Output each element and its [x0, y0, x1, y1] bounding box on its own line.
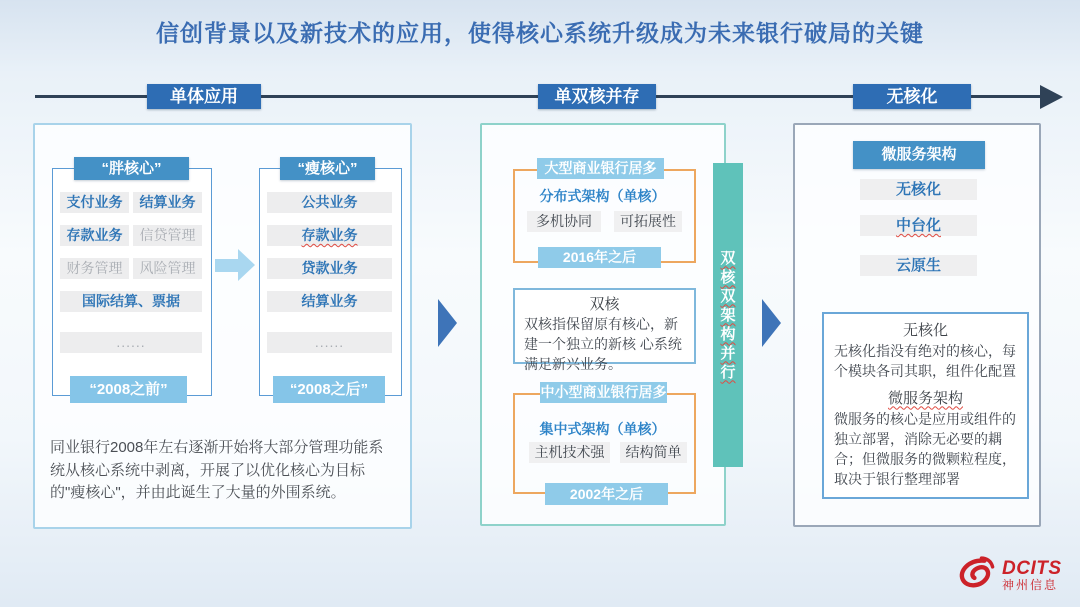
thin-core-header: “瘦核心” [280, 157, 375, 180]
concept-item: 无核化 [860, 179, 977, 200]
logo-name: DCITS [1002, 557, 1062, 579]
business-item: 贷款业务 [267, 258, 392, 279]
ellipsis-item: ...... [267, 332, 392, 353]
concept-item: 中台化 [860, 215, 977, 236]
page-title: 信创背景以及新技术的应用，使得核心系统升级成为未来银行破局的关键 [156, 20, 924, 46]
fat-core-footer: “2008之前” [70, 376, 187, 403]
stage-label-coreless: 无核化 [853, 84, 971, 109]
feature-item: 可拓展性 [614, 211, 682, 232]
monolith-note: 同业银行2008年左右逐渐开始将大部分管理功能系统从核心系统中剥离，开展了以优化核心为目标的"瘦核心"，并由此诞生了大量的外围系统。 [50, 439, 384, 501]
large-bank-header: 大型商业银行居多 [537, 158, 664, 179]
stage-label-monolith: 单体应用 [147, 84, 261, 109]
flow-arrow-icon [762, 299, 781, 347]
dual-core-title: 双核 [589, 296, 620, 313]
coreless-detail-box [822, 312, 1029, 499]
business-item: 公共业务 [267, 192, 392, 213]
thin-core-items [267, 192, 392, 353]
logo-swirl-icon [956, 554, 998, 596]
small-bank-period: 2002年之后 [545, 483, 668, 505]
microservice-body: 微服务的核心是应用或组件的独立部署，消除无必要的耦合；但微服务的微颗粒程度，取决于银行整理部署 [834, 410, 1016, 488]
transition-arrow-icon [215, 259, 238, 272]
timeline-arrowhead-icon [1040, 85, 1063, 109]
logo-cn-name: 神州信息 [1002, 577, 1059, 592]
dual-track-bar: 双 核 双 架 构 并 行 [713, 163, 743, 467]
distributed-arch-label: 分布式架构（单核） [539, 188, 666, 204]
fat-core-header: “胖核心” [74, 157, 189, 180]
panel-coreless [793, 123, 1041, 527]
business-item: 风险管理 [133, 258, 202, 279]
large-bank-period: 2016年之后 [538, 247, 661, 268]
stage-label-dual-core: 单双核并存 [538, 84, 656, 109]
business-item: 结算业务 [133, 192, 202, 213]
centralized-arch-label: 集中式架构（单核） [539, 421, 666, 437]
flow-arrow-icon [438, 299, 457, 347]
microservice-title: 微服务架构 [887, 389, 963, 407]
panel-dual-core [480, 123, 726, 526]
panel-monolith [33, 123, 412, 529]
business-item: 存款业务 [267, 225, 392, 246]
concept-item: 云原生 [860, 255, 977, 276]
microservice-header: 微服务架构 [853, 141, 985, 169]
ellipsis-item: ...... [60, 332, 202, 353]
transition-arrowhead-icon [238, 249, 255, 281]
coreless-body: 无核化指没有绝对的核心，每个模块各司其职，组件化配置 [834, 343, 1016, 380]
business-item: 支付业务 [60, 192, 129, 213]
fat-core-items [60, 192, 202, 353]
business-item: 国际结算、票据 [60, 291, 202, 312]
thin-core-footer: “2008之后” [273, 376, 385, 403]
dual-core-body: 双核指保留原有核心，新建一个独立的新核 心系统满足新兴业务。 [524, 316, 682, 372]
feature-item: 主机技术强 [529, 442, 610, 463]
feature-item: 多机协同 [527, 211, 601, 232]
dual-core-box [513, 288, 696, 372]
business-item: 结算业务 [267, 291, 392, 312]
business-item: 存款业务 [60, 225, 129, 246]
small-bank-header: 中小型商业银行居多 [540, 382, 667, 403]
business-item: 财务管理 [60, 258, 129, 279]
coreless-title: 无核化 [902, 322, 948, 339]
feature-item: 结构简单 [620, 442, 687, 463]
dcits-logo [956, 552, 1068, 598]
business-item: 信贷管理 [133, 225, 202, 246]
